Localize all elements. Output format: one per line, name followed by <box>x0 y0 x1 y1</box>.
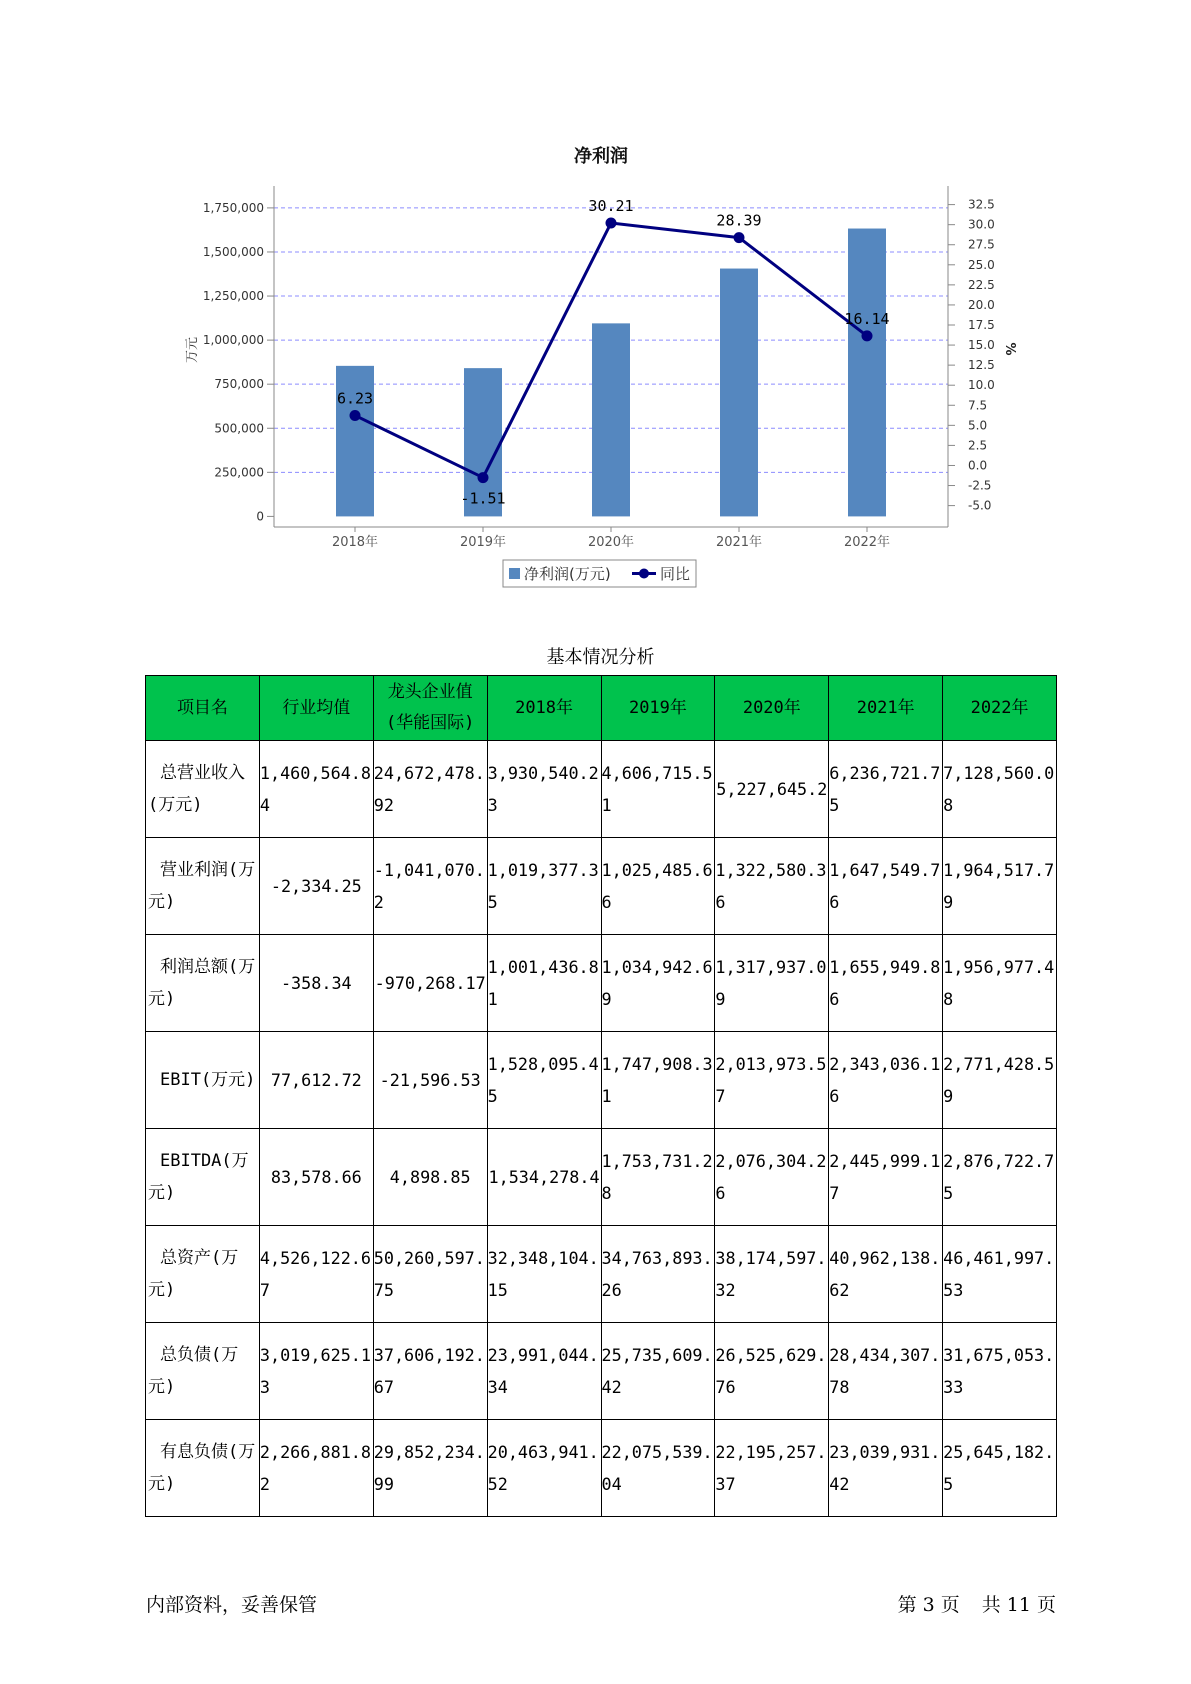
x-axis-tick-label: 2021年 <box>715 535 763 550</box>
table-header-cell: 2020年 <box>715 676 829 741</box>
table-cell <box>715 838 829 935</box>
table-cell <box>829 1323 943 1420</box>
table-header-cell: 2022年 <box>943 676 1057 741</box>
net-profit-bar <box>592 323 630 516</box>
cell-value: 2,445,999.17 <box>829 1151 941 1203</box>
footer-confidential-note: 内部资料，妥善保管 <box>146 1594 318 1616</box>
table-cell <box>601 741 715 838</box>
yoy-point <box>478 472 489 483</box>
y2-axis-tick-label: 20.0 <box>968 297 995 312</box>
cell-value: 1,019,377.35 <box>487 860 599 912</box>
basic-analysis-table <box>145 675 1057 1517</box>
net-profit-bar <box>848 229 886 517</box>
yoy-data-label: -1.51 <box>460 489 506 508</box>
table-cell <box>373 1129 487 1226</box>
cell-value: 1,655,949.86 <box>829 957 941 1009</box>
table-cell <box>487 741 601 838</box>
table-cell <box>373 1032 487 1129</box>
y2-axis-tick-label: 2.5 <box>968 438 988 453</box>
y-axis-tick-label: 1,250,000 <box>202 289 264 304</box>
cell-value: 38,174,597.32 <box>715 1248 827 1300</box>
cell-value: 77,612.72 <box>270 1070 362 1090</box>
table-cell <box>259 741 373 838</box>
net-profit-chart <box>0 0 1191 610</box>
table-cell <box>943 1420 1057 1517</box>
page-total: 共 11 页 <box>981 1594 1056 1616</box>
y2-axis-tick-label: 25.0 <box>968 257 995 272</box>
cell-value: 32,348,104.15 <box>487 1248 599 1300</box>
cell-value: 2,076,304.26 <box>715 1151 827 1203</box>
table-cell <box>601 1323 715 1420</box>
y2-axis-tick-label: 0.0 <box>968 458 988 473</box>
table-header-cell: 行业均值 <box>259 676 373 741</box>
y2-axis-tick-label: 32.5 <box>968 197 995 212</box>
cell-value: 29,852,234.99 <box>373 1442 485 1494</box>
table-cell <box>259 1129 373 1226</box>
table-cell <box>487 1226 601 1323</box>
cell-value: 2,013,973.57 <box>715 1054 827 1106</box>
cell-value: 50,260,597.75 <box>373 1248 485 1300</box>
cell-value: 34,763,893.26 <box>601 1248 713 1300</box>
y2-axis-tick-label: -5.0 <box>968 498 992 513</box>
cell-value: 1,322,580.36 <box>715 860 827 912</box>
net-profit-bar <box>720 269 758 517</box>
table-cell <box>259 1420 373 1517</box>
page-number: 第 3 页 <box>897 1594 960 1616</box>
cell-value: 83,578.66 <box>270 1167 362 1187</box>
yoy-point <box>734 232 745 243</box>
cell-value: 31,675,053.33 <box>943 1345 1055 1397</box>
table-cell <box>601 838 715 935</box>
cell-value: 1,956,977.48 <box>943 957 1055 1009</box>
y-axis-tick-label: 250,000 <box>214 465 264 480</box>
cell-value: 22,195,257.37 <box>715 1442 827 1494</box>
x-axis-tick-label: 2018年 <box>331 535 379 550</box>
footer-page-info <box>898 1592 1056 1618</box>
table-cell <box>601 935 715 1032</box>
table-cell <box>829 935 943 1032</box>
table-cell <box>487 838 601 935</box>
y2-axis-tick-label: 30.0 <box>968 217 995 232</box>
cell-value: 25,645,182.5 <box>943 1442 1055 1494</box>
cell-value: 25,735,609.42 <box>601 1345 713 1397</box>
table-cell <box>601 1226 715 1323</box>
table-cell <box>943 935 1057 1032</box>
table-cell <box>373 935 487 1032</box>
cell-value: 2,343,036.16 <box>829 1054 941 1106</box>
cell-value: -970,268.17 <box>374 973 486 993</box>
cell-value: 3,019,625.13 <box>259 1345 372 1397</box>
x-axis-tick-label: 2022年 <box>843 535 891 550</box>
y2-axis-tick-label: 5.0 <box>968 418 988 433</box>
table-row <box>146 1226 1057 1323</box>
y2-axis-title: % <box>1002 342 1017 356</box>
table-cell <box>259 1226 373 1323</box>
table-cell <box>373 1420 487 1517</box>
table-cell <box>943 1226 1057 1323</box>
table-body <box>146 741 1057 1517</box>
table-cell <box>259 935 373 1032</box>
table-cell <box>715 1129 829 1226</box>
table-cell <box>715 1226 829 1323</box>
table-cell <box>373 1226 487 1323</box>
table-cell <box>829 1032 943 1129</box>
table-title: 基本情况分析 <box>546 647 655 668</box>
cell-value: 2,771,428.59 <box>943 1054 1055 1106</box>
table-header-cell: 2021年 <box>829 676 943 741</box>
table-cell <box>259 838 373 935</box>
y2-axis-tick-label: 22.5 <box>968 277 995 292</box>
cell-value: 1,460,564.84 <box>259 763 372 815</box>
cell-value: 20,463,941.52 <box>487 1442 599 1494</box>
cell-value: 6,236,721.75 <box>829 763 941 815</box>
cell-value: 26,525,629.76 <box>715 1345 827 1397</box>
table-row <box>146 741 1057 838</box>
cell-value: -21,596.53 <box>379 1070 481 1090</box>
table-row <box>146 838 1057 935</box>
yoy-data-label: 16.14 <box>844 309 890 328</box>
cell-value: -2,334.25 <box>270 876 362 896</box>
legend-swatch-net-profit <box>509 568 520 579</box>
cell-value: -1,041,070.2 <box>373 860 485 912</box>
table-row <box>146 1032 1057 1129</box>
row-label: 总资产(万元) <box>146 1226 260 1323</box>
table-cell <box>715 1323 829 1420</box>
table-cell <box>601 1129 715 1226</box>
table-cell <box>715 1420 829 1517</box>
table-cell <box>259 1323 373 1420</box>
y2-axis-tick-label: 10.0 <box>968 378 995 393</box>
y-axis-tick-label: 750,000 <box>214 377 264 392</box>
table-header-cell: 项目名 <box>146 676 260 741</box>
table-cell <box>829 1420 943 1517</box>
cell-value: 1,317,937.09 <box>715 957 827 1009</box>
table-cell <box>601 1420 715 1517</box>
cell-value: 37,606,192.67 <box>373 1345 485 1397</box>
cell-value: 23,039,931.42 <box>829 1442 941 1494</box>
legend-label-yoy: 同比 <box>660 565 691 583</box>
cell-value: 1,647,549.76 <box>829 860 941 912</box>
row-label: 总营业收入(万元) <box>146 741 260 838</box>
cell-value: 4,606,715.51 <box>601 763 713 815</box>
table-cell <box>373 838 487 935</box>
legend-swatch-yoy-dot <box>639 569 649 579</box>
yoy-data-label: 28.39 <box>716 211 762 230</box>
table-cell <box>829 838 943 935</box>
table-header-cell: 2019年 <box>601 676 715 741</box>
cell-value: 1,025,485.66 <box>601 860 713 912</box>
table-cell <box>943 1323 1057 1420</box>
cell-value: 24,672,478.92 <box>373 763 485 815</box>
table-cell <box>487 1032 601 1129</box>
cell-value: 23,991,044.34 <box>487 1345 599 1397</box>
y2-axis-tick-label: 27.5 <box>968 237 995 252</box>
chart-title: 净利润 <box>574 146 628 167</box>
table-header-cell: 龙头企业值(华能国际) <box>373 676 487 741</box>
row-label: 总负债(万元) <box>146 1323 260 1420</box>
cell-value: 1,034,942.69 <box>601 957 713 1009</box>
legend-label-net-profit: 净利润(万元) <box>524 565 611 583</box>
cell-value: 4,526,122.67 <box>259 1248 372 1300</box>
table-cell <box>487 1323 601 1420</box>
table-cell <box>829 741 943 838</box>
yoy-point <box>862 330 873 341</box>
cell-value: 1,964,517.79 <box>943 860 1055 912</box>
y-axis-title: 万元 <box>185 336 200 364</box>
y-axis-tick-label: 1,750,000 <box>202 200 264 215</box>
table-cell <box>715 741 829 838</box>
y2-axis-tick-label: -2.5 <box>968 478 992 493</box>
cell-value: 22,075,539.04 <box>601 1442 713 1494</box>
yoy-data-label: 30.21 <box>588 196 634 215</box>
cell-value: 46,461,997.53 <box>943 1248 1055 1300</box>
table-row <box>146 1129 1057 1226</box>
y-axis-tick-label: 1,000,000 <box>202 333 264 348</box>
yoy-data-label: 6.23 <box>336 389 374 408</box>
cell-value: 28,434,307.78 <box>829 1345 941 1397</box>
row-label: EBIT(万元) <box>146 1032 260 1129</box>
table-cell <box>943 1129 1057 1226</box>
table-cell <box>601 1032 715 1129</box>
table-header-cell: 2018年 <box>487 676 601 741</box>
table-cell <box>259 1032 373 1129</box>
table-row <box>146 1323 1057 1420</box>
table-cell <box>715 935 829 1032</box>
cell-value: 7,128,560.08 <box>943 763 1055 815</box>
table-row <box>146 1420 1057 1517</box>
table-header-row <box>146 676 1057 741</box>
row-label: 利润总额(万元) <box>146 935 260 1032</box>
y-axis-tick-label: 500,000 <box>214 421 264 436</box>
y2-axis-tick-label: 17.5 <box>968 318 995 332</box>
y-axis-tick-label: 0 <box>256 509 264 524</box>
row-label: EBITDA(万元) <box>146 1129 260 1226</box>
x-axis-tick-label: 2020年 <box>587 535 635 550</box>
cell-value: 3,930,540.23 <box>487 763 599 815</box>
table-cell <box>943 741 1057 838</box>
cell-value: 4,898.85 <box>389 1167 471 1187</box>
row-label: 营业利润(万元) <box>146 838 260 935</box>
yoy-point <box>606 217 617 228</box>
yoy-point <box>350 410 361 421</box>
cell-value: 1,747,908.31 <box>601 1054 713 1106</box>
table-cell <box>487 935 601 1032</box>
table-cell <box>829 1226 943 1323</box>
cell-value: 1,528,095.45 <box>487 1054 599 1106</box>
table-row <box>146 935 1057 1032</box>
cell-value: 1,001,436.81 <box>487 957 599 1009</box>
table-cell <box>829 1129 943 1226</box>
row-label: 有息负债(万元) <box>146 1420 260 1517</box>
y2-axis-tick-label: 12.5 <box>968 358 995 373</box>
net-profit-bar <box>336 366 374 517</box>
y-axis-tick-label: 1,500,000 <box>202 244 264 259</box>
table-cell <box>715 1032 829 1129</box>
cell-value: 40,962,138.62 <box>829 1248 941 1300</box>
cell-value: 2,266,881.82 <box>259 1442 372 1494</box>
x-axis-tick-label: 2019年 <box>459 535 507 550</box>
cell-value: 1,753,731.28 <box>601 1151 713 1203</box>
table-cell <box>487 1420 601 1517</box>
table-cell <box>373 1323 487 1420</box>
cell-value: 2,876,722.75 <box>943 1151 1055 1203</box>
table-cell <box>943 1032 1057 1129</box>
y2-axis-tick-label: 7.5 <box>968 398 988 413</box>
table-cell <box>943 838 1057 935</box>
table-cell <box>487 1129 601 1226</box>
cell-value: -358.34 <box>280 973 352 993</box>
table-cell <box>373 741 487 838</box>
y2-axis-tick-label: 15.0 <box>968 338 995 353</box>
cell-value: 1,534,278.4 <box>488 1167 600 1187</box>
cell-value: 5,227,645.2 <box>716 779 828 799</box>
